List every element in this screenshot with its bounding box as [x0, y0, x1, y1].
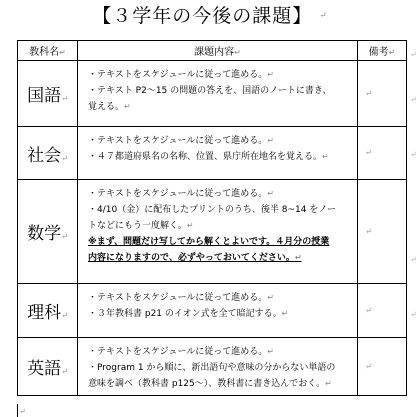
content-text: ・4/10（金）に配布したプリントのうち、後半 8~14 をノー: [88, 205, 337, 215]
return-mark: ↵: [410, 50, 417, 59]
subject-label: 数学: [27, 224, 62, 244]
content-line: [88, 344, 353, 360]
return-mark: ↵: [319, 11, 328, 21]
content-text: ・４７都道府県名の名称、位置、県庁所在地名を覚える。: [88, 152, 323, 162]
content-line: [88, 186, 353, 202]
subject-cell: [18, 127, 78, 180]
return-mark: ↵: [322, 152, 329, 161]
note-text: 内容になりますので、必ずやっておいてください。: [88, 253, 295, 263]
return-mark: ↵: [281, 309, 289, 318]
subject-label: 理科: [27, 303, 62, 323]
return-mark: ↵: [267, 347, 274, 356]
return-mark: ↵: [59, 48, 66, 57]
content-line: [88, 290, 353, 306]
table-row: [18, 284, 407, 338]
memo-cell: [358, 127, 407, 180]
header-memo: [358, 41, 407, 61]
content-cell: [78, 180, 358, 284]
subject-cell: [18, 180, 78, 284]
content-text: トなどにもう一度解く。: [88, 221, 187, 231]
table-row: [18, 338, 407, 396]
content-cell: [78, 127, 358, 180]
subject-label: 英語: [27, 359, 62, 379]
table-row: [18, 180, 407, 284]
return-mark: ↵: [365, 226, 372, 236]
content-line: [88, 67, 353, 83]
return-mark: ↵: [61, 153, 68, 163]
return-mark: ↵: [294, 253, 302, 262]
table-row: [18, 61, 407, 127]
return-mark: ↵: [19, 407, 26, 416]
content-text: ・テキストをスケジュールに従って進める。: [88, 70, 268, 80]
header-memo-label: 備考: [368, 47, 389, 58]
table-row: [18, 127, 407, 180]
return-mark: ↵: [365, 88, 372, 98]
content-line: [88, 306, 353, 322]
content-text: 覚える。: [88, 102, 125, 112]
subject-label: 国語: [27, 86, 62, 106]
header-content: [78, 41, 358, 61]
return-mark: ↵: [365, 305, 372, 315]
return-mark: ↵: [325, 379, 332, 388]
content-line: [88, 83, 353, 99]
assignment-table: [17, 40, 407, 396]
return-mark: ↵: [410, 255, 417, 264]
content-line: [88, 133, 353, 149]
content-line: [88, 149, 353, 165]
return-mark: ↵: [365, 361, 372, 371]
memo-cell: [358, 338, 407, 396]
return-mark: ↵: [267, 189, 274, 198]
content-line: [88, 376, 353, 392]
content-cell: [78, 61, 358, 127]
return-mark: ↵: [124, 102, 131, 111]
return-mark: ↵: [186, 221, 194, 230]
note-text: ※まず、問題だけ写してから解くとよいです。４月分の授業: [88, 237, 330, 247]
subject-label: 社会: [27, 145, 62, 166]
page-title: [0, 3, 420, 29]
return-mark: ↵: [267, 136, 274, 145]
content-text: ・テキストをスケジュールに従って進める。: [88, 347, 268, 357]
subject-cell: [18, 284, 78, 338]
header-subject-label: 教科名: [29, 47, 60, 58]
memo-cell: [358, 284, 407, 338]
content-text: ・テキストをスケジュールに従って進める。: [88, 293, 268, 303]
return-mark: ↵: [61, 94, 68, 103]
subject-cell: [18, 338, 78, 396]
content-text: 意味を調べ（教科書 p125～）、教科書に書き込んでおく。: [88, 379, 326, 389]
content-text: ・テキストをスケジュールに従って進める。: [88, 189, 268, 199]
content-cell: [78, 284, 358, 338]
content-line: [88, 360, 353, 376]
return-mark: ↵: [61, 311, 68, 320]
return-mark: ↵: [61, 232, 68, 241]
memo-cell: [358, 180, 407, 284]
header-content-label: 課題内容: [194, 47, 235, 58]
header-subject: [18, 41, 78, 61]
table-header-row: [18, 41, 407, 61]
return-mark: ↵: [234, 48, 241, 57]
memo-cell: [358, 61, 407, 127]
content-line: [88, 202, 353, 218]
return-mark: ↵: [410, 150, 417, 159]
content-text: ・テキストをスケジュールに従って進める。: [88, 136, 268, 146]
return-mark: ↵: [267, 293, 274, 302]
return-mark: ↵: [410, 310, 417, 319]
content-text: ・テキスト P2～15 の問題の答えを、国語のノートに書き、: [88, 86, 332, 96]
note-line: [88, 250, 353, 266]
content-text: ・Program 1 から順に、新出語句や意味の分からない単語の: [88, 363, 336, 373]
content-line: [88, 218, 353, 234]
return-mark: ↵: [388, 48, 396, 57]
content-text: ・３年教科書 p21 のイオン式を全て暗記する。: [88, 309, 282, 319]
table-continuation-border: [17, 404, 18, 417]
return-mark: ↵: [365, 148, 372, 157]
subject-cell: [18, 61, 78, 127]
content-cell: [78, 338, 358, 396]
return-mark: ↵: [267, 70, 274, 79]
title-text: 【３学年の今後の課題】: [92, 5, 313, 27]
return-mark: ↵: [410, 95, 417, 104]
content-line: [88, 99, 353, 115]
return-mark: ↵: [61, 367, 68, 376]
note-line: [88, 234, 353, 250]
